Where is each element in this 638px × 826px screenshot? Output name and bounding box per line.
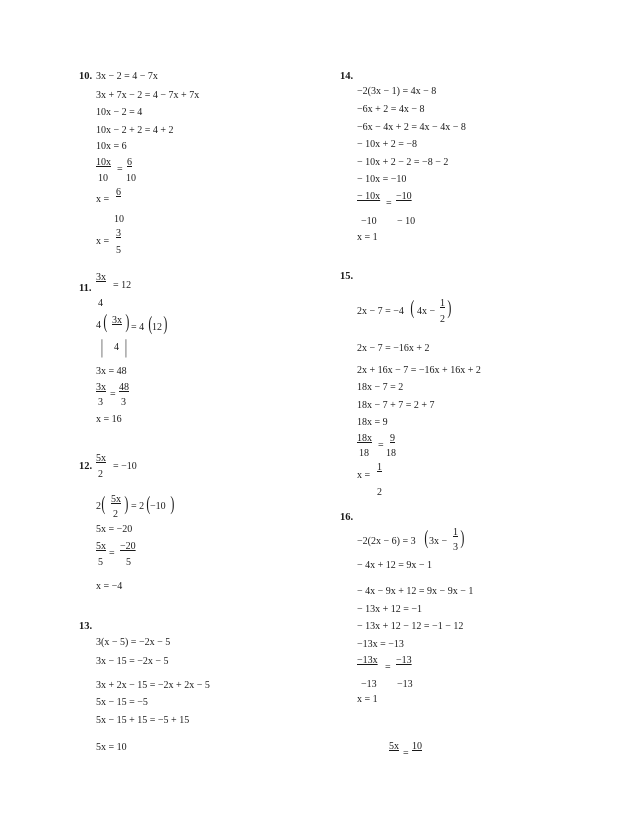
fraction-denominator: 2 [98,469,103,480]
equation-line: 3(x − 5) = −2x − 5 [96,637,171,648]
fraction-numerator: − 10x [357,191,381,202]
fraction-denominator: 5 [116,245,121,256]
problem-number: 14. [340,71,354,82]
fraction-numerator: 1 [440,298,445,309]
equation-rest: = 2 [131,501,145,512]
answer: x = −4 [96,581,123,592]
equals-sign: = [385,662,391,673]
fraction-numerator: 5x [96,453,106,464]
equation-line: 10x = 6 [96,141,127,152]
fraction-denominator: 3 [453,542,458,553]
equation-line: 3x = 48 [96,366,127,377]
right-paren-icon: ) [125,311,130,333]
right-paren-icon: ) [447,297,452,319]
equation-line: 3x − 2 = 4 − 7x [96,71,158,82]
equation-line: −6x + 2 = 4x − 8 [357,104,425,115]
fraction-numerator: 5x [111,494,121,505]
fraction-numerator: 3x [96,382,106,393]
equation-line: − 13x + 12 = −1 [357,604,423,615]
equation-line: 5x − 15 + 15 = −5 + 15 [96,715,190,726]
problem-number: 12. [79,461,93,472]
equation-line: 10x − 2 = 4 [96,107,143,118]
fraction-denominator: 18 [359,448,369,459]
fraction-numerator: 1 [377,462,382,473]
fraction-numerator: 3 [116,228,121,239]
problem-number: 10. [79,71,93,82]
fraction-numerator: 10x [96,157,111,168]
x-equals: x = [357,470,371,481]
left-bracket-icon: | [100,336,104,358]
value: 4x − [417,306,436,317]
fraction-denominator: −10 [361,216,377,227]
equation-line: 3x + 2x − 15 = −2x + 2x − 5 [96,680,210,691]
left-paren-icon: ( [146,493,151,515]
equation-rest: = 12 [113,280,132,291]
fraction-denominator: 10 [114,214,124,225]
equation-line: − 10x + 2 − 2 = −8 − 2 [357,157,449,168]
equation-line: −2(3x − 1) = 4x − 8 [357,86,437,97]
problem-number: 15. [340,271,354,282]
fraction-denominator: 5 [126,557,131,568]
fraction-denominator: 4 [98,298,103,309]
fraction-numerator: 6 [127,157,132,168]
fraction-numerator: 3x [112,315,122,326]
answer: x = 16 [96,414,122,425]
equation-line: −13x = −13 [357,639,404,650]
answer: x = 1 [357,232,378,243]
right-paren-icon: ) [460,527,465,549]
equation-line: 2x + 16x − 7 = −16x + 16x + 2 [357,365,481,376]
equals-sign: = [117,164,123,175]
answer: x = 1 [357,694,378,705]
fraction-numerator: 9 [390,433,395,444]
equation-line: − 4x − 9x + 12 = 9x − 9x − 1 [357,586,474,597]
equation-line: 18x − 7 = 2 [357,382,404,393]
left-paren-icon: ( [424,527,429,549]
fraction-numerator: −10 [396,191,412,202]
equation-line: 10x − 2 + 2 = 4 + 2 [96,125,174,136]
fraction-denominator: 3 [98,397,103,408]
fraction-denominator: −13 [397,679,413,690]
left-paren-icon: ( [101,493,106,515]
equation-line: 18x − 7 + 7 = 2 + 7 [357,400,435,411]
equation-line: −6x − 4x + 2 = 4x − 4x − 8 [357,122,466,133]
problem-number: 13. [79,621,93,632]
equals-sign: = [110,389,116,400]
fraction-denominator: 18 [386,448,396,459]
equation-line: 5x = −20 [96,524,133,535]
equals-sign: = [109,548,115,559]
fraction-numerator: −13 [396,655,412,666]
fraction-numerator: 5x [389,741,399,752]
right-bracket-icon: | [124,336,128,358]
equation-line: 5x = 10 [96,742,127,753]
equation-line: − 13x + 12 − 12 = −1 − 12 [357,621,464,632]
value: 12 [152,322,162,333]
problem-number: 11. [79,283,92,294]
fraction-numerator: 48 [119,382,129,393]
value: −10 [150,501,166,512]
equation-line: 2x − 7 = −4 [357,306,404,317]
equation-line: − 10x = −10 [357,174,407,185]
equation-line: 18x = 9 [357,417,388,428]
equation-line: 5x − 15 = −5 [96,697,148,708]
fraction-denominator: 10 [126,173,136,184]
multiplier: 4 [96,320,101,331]
value: 3x − [429,536,448,547]
fraction-numerator: −20 [120,541,136,552]
equation-line: − 10x + 2 = −8 [357,139,418,150]
fraction-denominator: 4 [114,342,119,353]
fraction-denominator: 5 [98,557,103,568]
fraction-numerator: 6 [116,187,121,198]
equation-rest: = −10 [113,461,137,472]
fraction-denominator: 2 [377,487,382,498]
fraction-numerator: 1 [453,527,458,538]
equation-line: 2x − 7 = −16x + 2 [357,343,430,354]
fraction-numerator: 5x [96,541,106,552]
x-equals: x = [96,236,110,247]
left-paren-icon: ( [148,313,153,335]
fraction-numerator: 3x [96,272,106,283]
fraction-denominator: 2 [440,314,445,325]
fraction-denominator: − 10 [397,216,416,227]
equals-sign: = [403,748,409,759]
equation-line: 3x − 15 = −2x − 5 [96,656,169,667]
fraction-numerator: −13x [357,655,378,666]
equals-sign: = [378,440,384,451]
equals-sign: = [386,198,392,209]
equation-rest: = 4 [131,322,145,333]
right-paren-icon: ) [163,313,168,335]
equation-line: − 4x + 12 = 9x − 1 [357,560,433,571]
right-paren-icon: ) [124,493,129,515]
fraction-denominator: 10 [98,173,108,184]
equation-line: 3x + 7x − 2 = 4 − 7x + 7x [96,90,200,101]
fraction-denominator: 2 [113,509,118,520]
left-paren-icon: ( [103,311,108,333]
multiplier: 2 [96,501,101,512]
x-equals: x = [96,194,110,205]
right-paren-icon: ) [170,493,175,515]
fraction-denominator: −13 [361,679,377,690]
fraction-numerator: 10 [412,741,422,752]
fraction-denominator: 3 [121,397,126,408]
problem-number: 16. [340,512,354,523]
left-paren-icon: ( [410,297,415,319]
equation-line: −2(2x − 6) = 3 [357,536,416,547]
fraction-numerator: 18x [357,433,372,444]
